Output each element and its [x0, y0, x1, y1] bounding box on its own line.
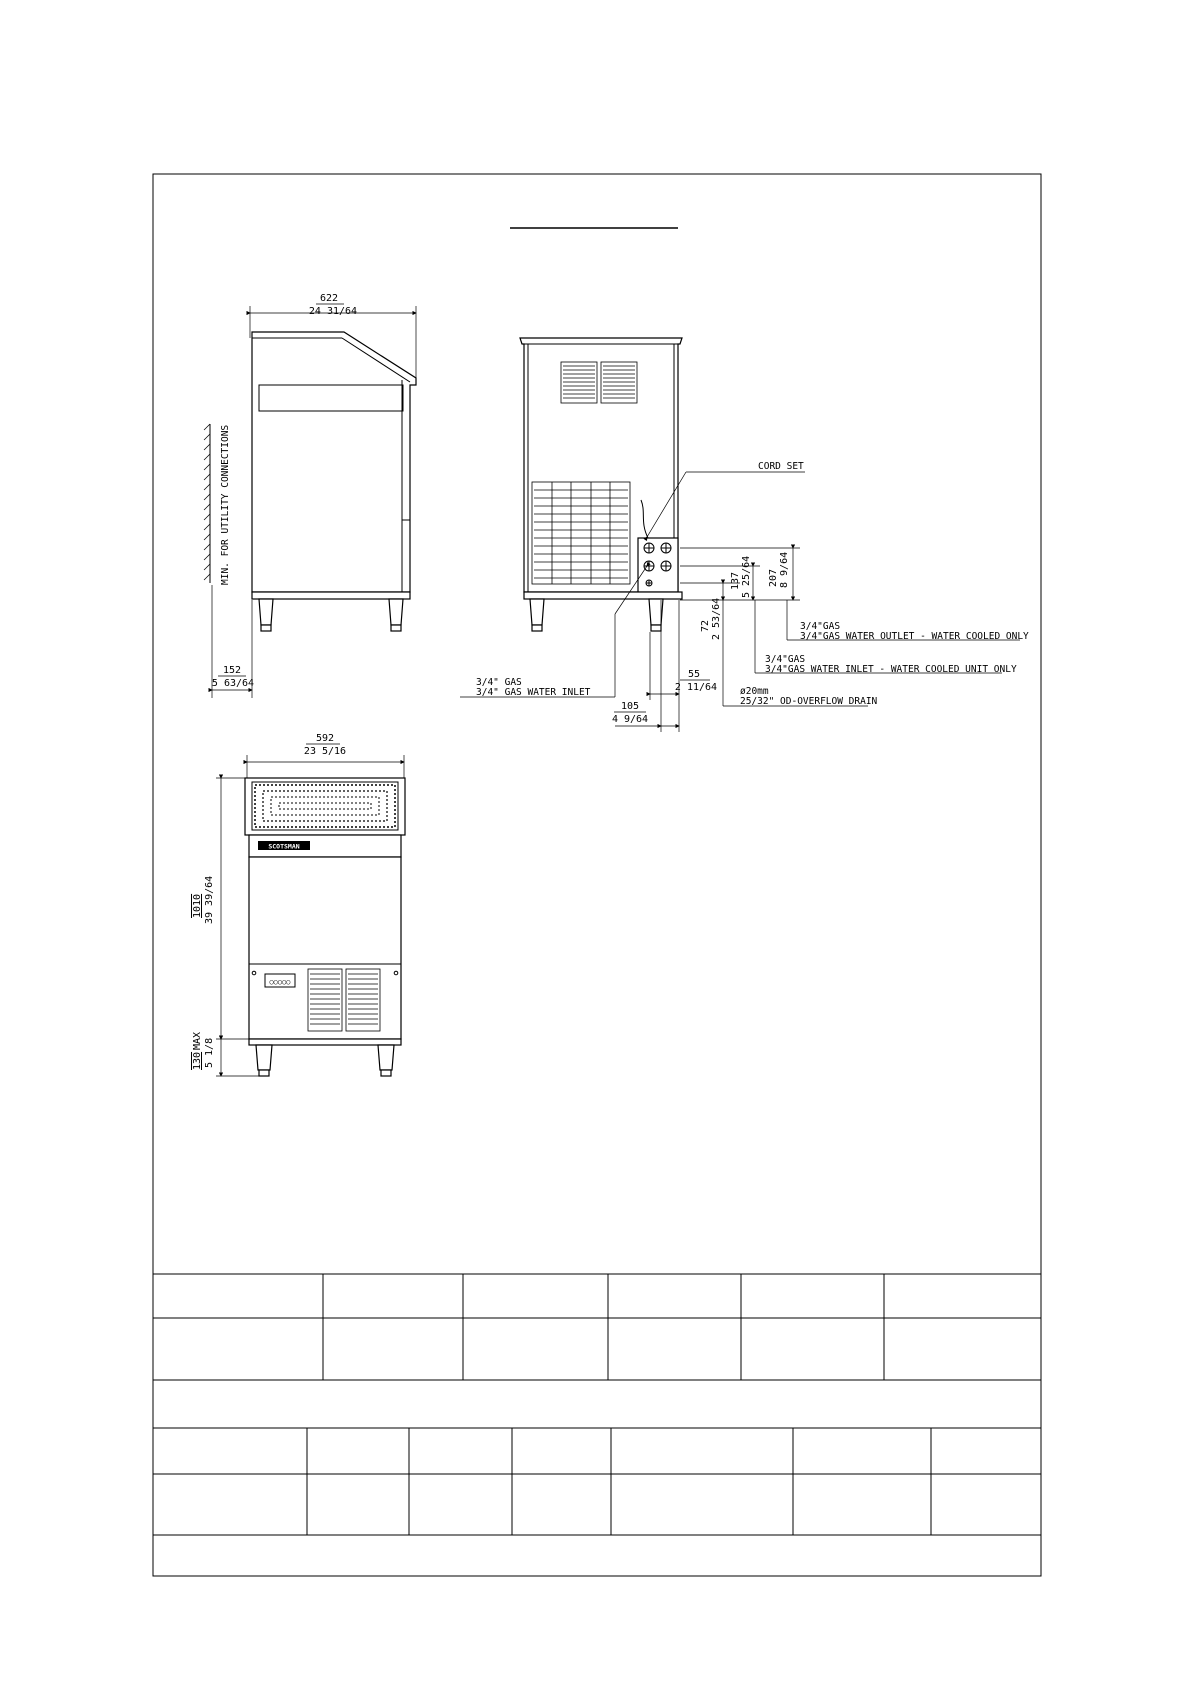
drain-desc-label: 25/32" OD-OVERFLOW DRAIN: [740, 696, 878, 707]
rear-view: [460, 338, 1029, 732]
side-view: [204, 293, 416, 698]
side-clearance-in: 5 63/64: [211, 678, 255, 689]
drain-size-label: ø20mm: [740, 686, 769, 697]
inlet-wc-desc-label: 3/4"GAS WATER INLET - WATER COOLED UNIT ONLY: [765, 664, 1017, 675]
dim-137-mm: 137: [730, 571, 741, 590]
inlet-wc-gas-label: 3/4"GAS: [765, 654, 806, 665]
svg-text:○○○○○: ○○○○○: [269, 978, 291, 986]
dim-55-mm: 55: [687, 669, 701, 680]
dim-105-in: 4 9/64: [611, 714, 649, 725]
front-width-mm: 592: [315, 733, 335, 744]
dim-137-in: 5 25/64: [741, 555, 752, 598]
side-width-mm: 622: [319, 293, 339, 304]
side-clearance-mm: 152: [222, 665, 242, 676]
front-height-mm: 1010: [192, 893, 203, 918]
spec-table: [153, 1274, 1041, 1535]
cord-set-label: CORD SET: [758, 461, 804, 472]
inlet-gas-label: 3/4" GAS: [476, 677, 522, 688]
dim-72-mm: 72: [700, 619, 711, 632]
outlet-desc-label: 3/4"GAS WATER OUTLET - WATER COOLED ONLY: [800, 631, 1029, 642]
dim-207-in: 8 9/64: [779, 551, 790, 588]
dim-105-mm: 105: [620, 701, 640, 712]
dim-55-in: 2 11/64: [674, 682, 718, 693]
front-height-in: 39 39/64: [204, 875, 215, 924]
front-width-in: 23 5/16: [303, 746, 347, 757]
dim-72-in: 2 53/64: [711, 597, 722, 640]
front-legs-mm: 130: [192, 1051, 203, 1070]
front-legs-in: 5 1/8: [204, 1037, 215, 1068]
brand-label: SCOTSMAN: [268, 842, 300, 851]
dim-207-mm: 207: [768, 568, 779, 587]
front-view: [192, 733, 405, 1076]
inlet-desc-label: 3/4" GAS WATER INLET: [476, 687, 591, 698]
outlet-gas-label: 3/4"GAS: [800, 621, 841, 632]
front-legs-max: MAX: [192, 1031, 203, 1050]
side-width-in: 24 31/64: [308, 306, 358, 317]
clearance-note: MIN. FOR UTILITY CONNECTIONS: [220, 424, 231, 585]
